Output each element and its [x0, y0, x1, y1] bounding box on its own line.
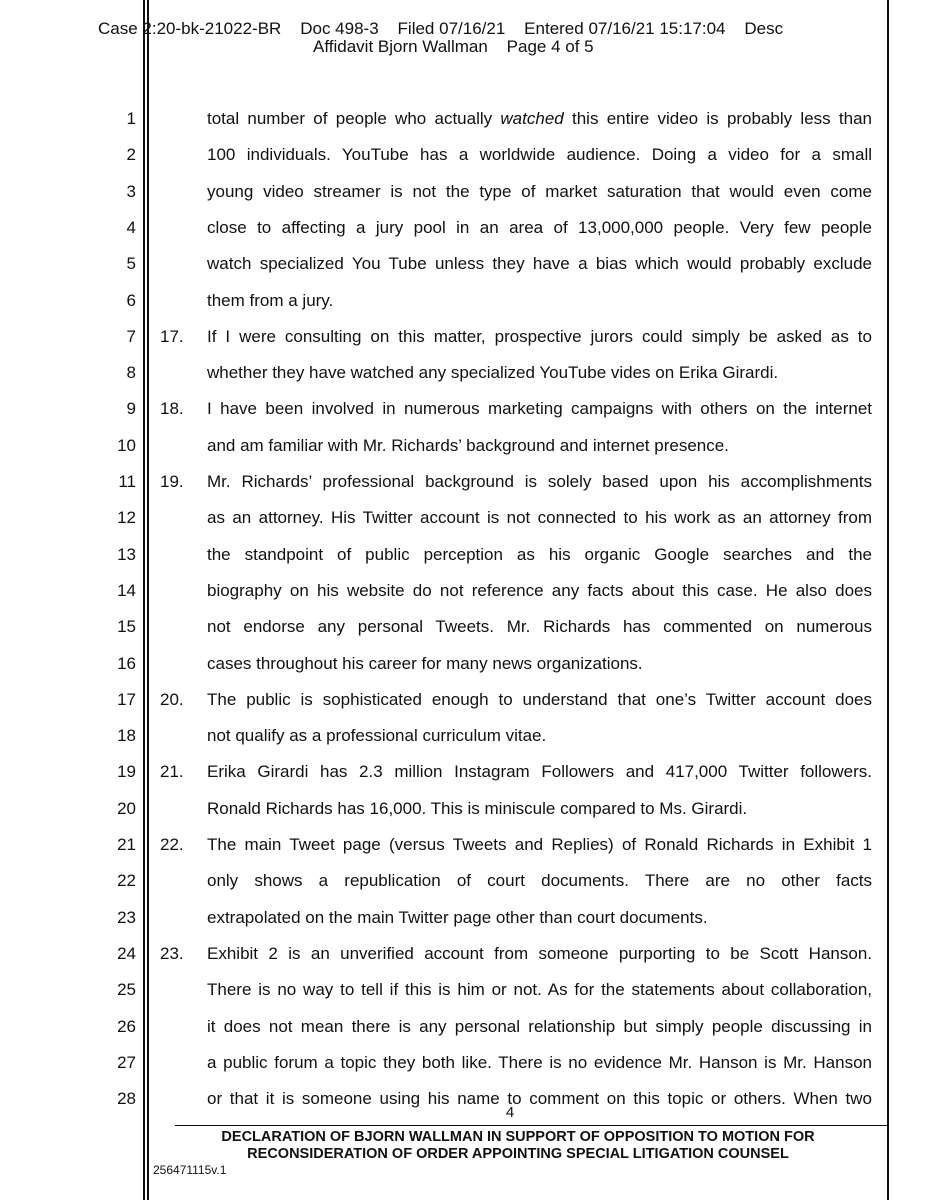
line-number: 7 — [126, 326, 136, 346]
paragraph-number: 19. — [160, 472, 184, 491]
body-text-line: only shows a republication of court documents. There are no other facts — [207, 871, 872, 891]
line-number: 17 — [117, 689, 136, 709]
body-text-line: them from a jury. — [207, 290, 334, 310]
body-text-line: cases throughout his career for many news organizations. — [207, 653, 643, 673]
line-number: 12 — [117, 508, 136, 528]
line-number: 2 — [126, 145, 136, 165]
line-number: 1 — [126, 109, 136, 128]
line-number: 20 — [117, 798, 136, 818]
body-text-line: close to affecting a jury pool in an area of 13,000,000 people. Very few people — [207, 217, 872, 237]
line-number: 13 — [117, 544, 136, 564]
body-text-line: Mr. Richards’ professional background is solely based upon his accomplishments — [207, 472, 872, 491]
emphasized-text: watched — [500, 109, 564, 128]
paragraph-number: 22. — [160, 835, 184, 854]
line-number: 23 — [117, 907, 136, 927]
body-text-line: I have been involved in numerous marketing campaigns with others on the internet — [207, 399, 872, 419]
page-number: 4 — [505, 1104, 515, 1121]
line-number: 19 — [117, 762, 136, 782]
line-number: 3 — [126, 181, 136, 201]
line-number: 11 — [118, 472, 136, 491]
paragraph-number: 21. — [160, 762, 184, 782]
paragraph-number: 18. — [160, 399, 184, 419]
line-number: 15 — [117, 617, 136, 637]
footer-rule — [175, 1125, 888, 1126]
body-text-line: If I were consulting on this matter, prospective jurors could simply be asked as to — [207, 326, 872, 346]
body-text-line: Ronald Richards has 16,000. This is miniscule compared to Ms. Girardi. — [207, 798, 748, 818]
filing-header-line2: Affidavit Bjorn Wallman Page 4 of 5 — [313, 37, 594, 56]
body-text-line: whether they have watched any specialized YouTube vides on Erika Girardi. — [207, 363, 779, 383]
body-text-line: not qualify as a professional curriculum vitae. — [207, 726, 547, 746]
left-margin-line-inner — [147, 0, 149, 1200]
line-number: 26 — [117, 1016, 136, 1036]
body-text-line: as an attorney. His Twitter account is not connected to his work as an attorney from — [207, 508, 872, 528]
line-number: 25 — [117, 980, 136, 1000]
line-number: 10 — [117, 435, 136, 455]
body-text-line: Erika Girardi has 2.3 million Instagram Followers and 417,000 Twitter followers. — [207, 762, 872, 782]
line-number: 14 — [117, 580, 136, 600]
line-number: 16 — [117, 653, 136, 673]
left-margin-line-outer — [143, 0, 145, 1200]
body-text-line: The public is sophisticated enough to understand that one’s Twitter account does — [207, 689, 872, 709]
body-text-line: the standpoint of public perception as his organic Google searches and the — [207, 544, 872, 564]
line-number: 6 — [126, 290, 136, 310]
body-text-line: The main Tweet page (versus Tweets and Replies) of Ronald Richards in Exhibit 1 — [207, 835, 872, 854]
line-number: 18 — [117, 726, 136, 746]
line-number: 21 — [117, 835, 136, 854]
line-number: 24 — [117, 943, 136, 963]
body-text-line: and am familiar with Mr. Richards’ background and internet presence. — [207, 435, 729, 455]
line-number: 9 — [126, 399, 136, 419]
line-number: 5 — [126, 254, 136, 274]
body-text-line: or that it is someone using his name to comment on this topic or others. When two — [207, 1089, 872, 1109]
body-text-line: it does not mean there is any personal relationship but simply people discussing in — [207, 1016, 872, 1036]
line-number: 28 — [117, 1089, 136, 1109]
body-text-line: Exhibit 2 is an unverified account from someone purporting to be Scott Hanson. — [207, 943, 872, 963]
body-text-line: There is no way to tell if this is him or not. As for the statements about collaboration, — [207, 980, 872, 1000]
footer-title-line2: RECONSIDERATION OF ORDER APPOINTING SPECIAL LITIGATION COUNSEL — [247, 1146, 789, 1162]
line-number: 4 — [126, 217, 136, 237]
paragraph-number: 23. — [160, 943, 184, 963]
body-text-line: watch specialized You Tube unless they have a bias which would probably exclude — [207, 254, 872, 274]
document-id: 256471115v.1 — [153, 1163, 227, 1177]
line-number: 8 — [126, 363, 136, 383]
text-segment: this entire video is probably less than — [563, 109, 872, 128]
body-text-line: biography on his website do not reference any facts about this case. He also does — [207, 580, 872, 600]
body-text-line — [207, 109, 872, 129]
body-text-line: extrapolated on the main Twitter page other than court documents. — [207, 907, 708, 927]
right-margin-line — [887, 0, 889, 1200]
line-number: 22 — [117, 871, 136, 891]
line-number: 27 — [117, 1052, 136, 1072]
body-text-line: 100 individuals. YouTube has a worldwide audience. Doing a video for a small — [207, 145, 872, 165]
body-text-line: not endorse any personal Tweets. Mr. Richards has commented on numerous — [207, 617, 872, 637]
body-text-line: a public forum a topic they both like. There is no evidence Mr. Hanson is Mr. Hanson — [207, 1052, 872, 1072]
text-segment: total number of people who actually — [207, 109, 501, 128]
paragraph-number: 20. — [160, 689, 184, 709]
body-text-line: young video streamer is not the type of market saturation that would even come — [207, 181, 872, 201]
paragraph-number: 17. — [160, 326, 184, 346]
footer-title-line1: DECLARATION OF BJORN WALLMAN IN SUPPORT OF OPPOSITION TO MOTION FOR — [221, 1129, 815, 1145]
filing-header-line1: Case 2:20-bk-21022-BR Doc 498-3 Filed 07/16/21 Entered 07/16/21 15:17:04 Desc — [98, 19, 784, 38]
